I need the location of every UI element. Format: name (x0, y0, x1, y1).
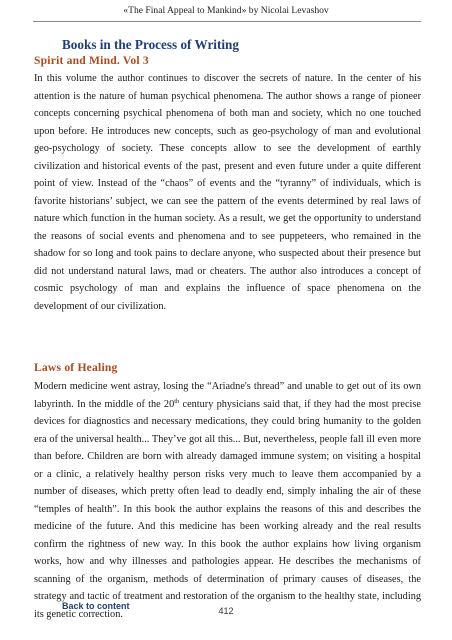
ordinal-superscript: th (174, 397, 180, 405)
book-title-spirit-and-mind: Spirit and Mind. Vol 3 (34, 54, 149, 67)
header-divider (33, 21, 421, 22)
book-description-spirit-and-mind: In this volume the author continues to discover the secrets of nature. In the center of his attention is the nature of human psychical phenomena. The author shows a range of pioneer concepts concerning psychical phenomena of both man and society, which no one touched upon before. He introduces new concepts, such as geo-psychology of man and evolutional geo-psychology of society. These concepts allow to see the development of earthly civilization and historical events of the past, present and even future under a quite different point of view. Instead of the “chaos” of events and the “tyranny” of individuals, which is favorite historians’ subject, we can see the pattern of the events determined by real laws of nature which function in the human society. As a result, we get the opportunity to understand the reasons of social events and phenomena and to see puppeteers, who remained in the shadow for so long and took pains to declare anyone, who suspected about their presence but did not understand natural laws, mad or cheaters. The author also introduces a concept of cosmic psychology of man and explains the influence of space phenomena on the development of our civilization. (34, 73, 421, 312)
description-text-part: century physicians said that, if they had the most precise devices for diagnostics and necessary medications, they could bring humanity to the golden era of the universal health... They’ve got all this... But, nevertheless, people fall ill even more than before. Children are born with already damaged immune system; on visiting a hospital or a clinic, a relatively healthy person risks very much to leave them accompanied by a number of diseases, which pretty often lead to deadly end, simply inhaling the air of these “temples of health”. In this book the author explains the reasons of this and describes the medicine of the future. And this medicine has been working already and the real results confirm the rightness of new way. In this book the author explains how living organism works, how and why illnesses and pathologies appear. He describes the mechanisms of scanning of the organism, methods of determination of primary causes of diseases, the strategy and tactic of treatment and restoration of the organism to the healthy state, including its genetic correction. (34, 398, 421, 620)
running-header: «The Final Appeal to Mankind» by Nicolai Levashov (123, 5, 329, 16)
section-title: Books in the Process of Writing (62, 37, 239, 52)
back-to-content-link[interactable]: Back to content (62, 601, 130, 611)
page-number: 412 (218, 606, 234, 616)
description-text-part: Modern medicine went astray, losing the “Ariadne's thread” and unable to get out of its own labyrinth. In the middle of the 20 (34, 381, 421, 410)
book-description-laws-of-healing (34, 378, 421, 623)
book-title-laws-of-healing: Laws of Healing (34, 361, 118, 374)
